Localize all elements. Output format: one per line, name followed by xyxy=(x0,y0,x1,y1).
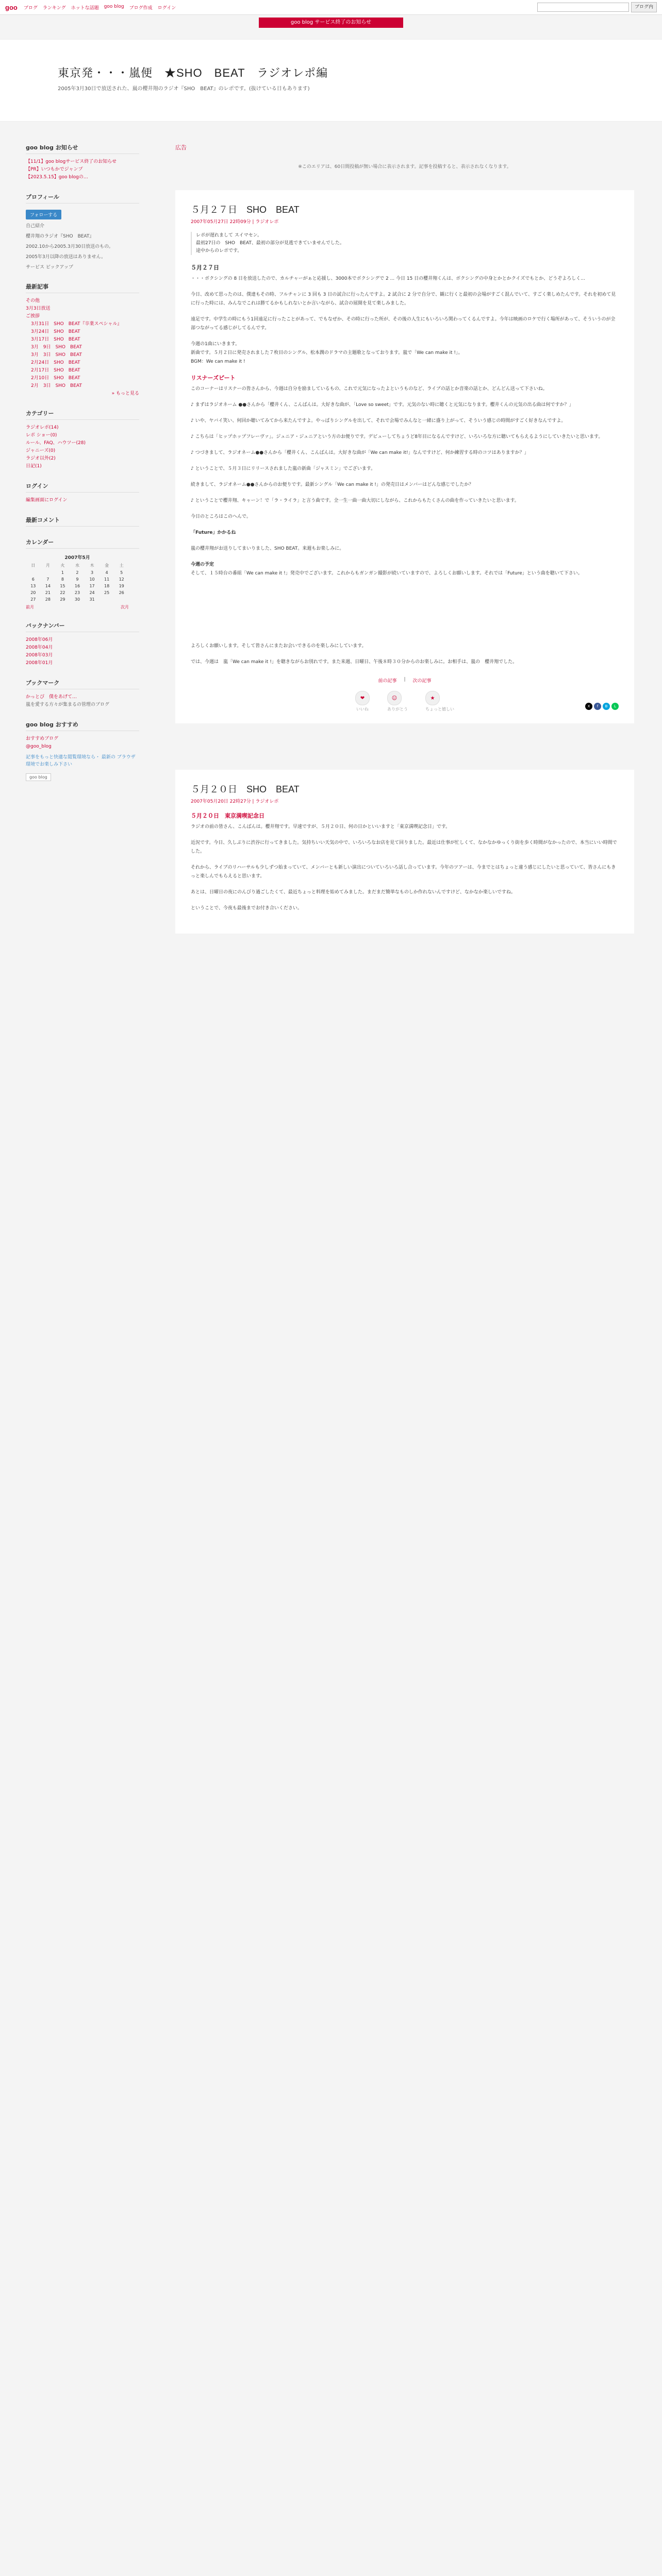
entry-spacer xyxy=(191,585,619,642)
sidebar xyxy=(26,143,139,792)
search-button[interactable]: ブログ内 xyxy=(631,2,657,12)
calendar-next-link[interactable]: 次月 xyxy=(121,605,129,609)
recent-item[interactable]: 3月31日 SHO BEAT『卒業スペシャル』 xyxy=(31,321,122,327)
calendar-section xyxy=(26,538,139,610)
calendar-day[interactable]: 24 xyxy=(89,590,95,595)
entry-paragraph: 遠足です。中学生の時にもう1回遠足に行ったことがあって、でもなぜか、その時に行った所が、その後の人生にもいろいろ関わってくるんですよ。今年は映画のロケで行く場所があって、そういうのが全部つながってる感じがしてるんです。 xyxy=(191,317,616,331)
entry-paragraph: 今日のところはこのへんで。 xyxy=(191,514,251,519)
login-section xyxy=(26,482,139,504)
recommend-item[interactable]: おすすめブログ xyxy=(26,736,59,741)
main-content xyxy=(175,143,634,934)
entry-paragraph: 今日、改めて思ったのは、僕達もその時、フルチャンに 3 回も 3 日の試合に行ったんですよ。2 試合に 2 分で自分で、観に行くと最初の会場がすごく混んでいて、すごく楽しめたんです。それを初めて見に行った時には、みんなでこれは勝てるかもしれないとか言いながら、試合の展開を見て楽しみました。 xyxy=(191,292,616,306)
reaction-happy[interactable] xyxy=(425,691,454,712)
recent-more-link[interactable]: » もっと見る xyxy=(111,391,139,396)
calendar-week xyxy=(26,596,129,603)
entry-paragraph: あとは、日曜日の夜にのんびり過ごしたくて、最近ちょっと料理を始めてみました。まだまだ簡単なものしか作れないんですけど、なかなか楽しいですね。 xyxy=(191,890,516,895)
entry-paragraph: よろしくお願いします。そして皆さんにまたお会いできるのを楽しみにしています。 xyxy=(191,643,367,649)
calendar-week xyxy=(26,589,129,596)
entry-paragraph: このコーナーはリスナーの皆さんから、今週は自分を励ましているもの、これで元気になったよというものなど、ライブの話とか音楽の話とか、どんどん送って下さいね。 xyxy=(191,386,548,392)
calendar-day[interactable]: 31 xyxy=(89,597,95,602)
hatena-share-icon[interactable]: B xyxy=(603,703,610,710)
entry-paragraph: ♪ いや、ヤバイ笑い、何回か聴いてみてから来たんですよ。やっぱりシングルを出して、それで会場でみんなと一緒に盛り上がって、そういう感じの時間がすごく好きなんですよ。 xyxy=(191,418,566,423)
recent-item[interactable]: 3月 9日 SHO BEAT xyxy=(31,345,82,350)
calendar-day[interactable]: 19 xyxy=(119,584,124,588)
calendar-day[interactable]: 13 xyxy=(30,584,36,588)
goo-blog-badge[interactable]: goo blog xyxy=(26,773,51,781)
calendar-caption: 2007年5月 xyxy=(64,555,90,561)
reaction-like[interactable] xyxy=(355,691,370,712)
calendar-day[interactable]: 23 xyxy=(74,590,80,595)
reaction-caption: いいね xyxy=(356,707,369,711)
login-link[interactable]: 編集画面にログイン xyxy=(26,498,68,503)
profile-text: 自己紹介 xyxy=(26,224,45,229)
entry-paragraph: ♪ まずはラジオネーム ●●さんから「櫻井くん、こんばんは。大好きな曲が、「Love so sweet」です。元気のない時に聴くと元気になります。櫻井くんの元気の出る曲は何ですか？」 xyxy=(191,402,574,408)
profile-text: 2005年3月以降の放送はありません。 xyxy=(26,255,106,260)
prev-entry-link[interactable]: 前の記事 xyxy=(378,679,397,684)
calendar-nav xyxy=(26,604,129,610)
ad-label: 広告 xyxy=(175,144,187,151)
follow-button[interactable]: フォローする xyxy=(26,210,61,219)
x-share-icon[interactable]: X xyxy=(585,703,592,710)
entry-0520 xyxy=(175,770,634,934)
recent-item[interactable]: 2月17日 SHO BEAT xyxy=(31,368,80,373)
bookmark-title: ブックマーク xyxy=(26,679,139,689)
profile-title: プロフィール xyxy=(26,193,139,204)
entry-paragraph: ということで、今夜も最後までお付き合いください。 xyxy=(191,906,302,911)
calendar-day[interactable]: 2 xyxy=(76,570,79,575)
top-nav-link-gooblog[interactable]: goo blog xyxy=(104,4,124,9)
calendar-day[interactable]: 28 xyxy=(45,597,51,602)
calendar-day[interactable]: 11 xyxy=(104,577,110,582)
recent-item[interactable]: 3月24日 SHO BEAT xyxy=(31,329,80,334)
backnumber-title: バックナンバー xyxy=(26,621,139,632)
thumbs-up-icon: ❤ xyxy=(355,691,370,705)
weekday: 金 xyxy=(105,563,109,568)
top-nav-link-create[interactable]: ブログ作成 xyxy=(129,5,153,11)
entry-0527 xyxy=(175,190,634,723)
calendar-day[interactable]: 21 xyxy=(45,590,51,595)
category-item[interactable]: ラジオ以外(2) xyxy=(26,456,56,461)
calendar-prev-link[interactable]: 前月 xyxy=(26,605,34,609)
category-item[interactable]: ジャニーズ(0) xyxy=(26,448,56,453)
facebook-share-icon[interactable]: f xyxy=(594,703,601,710)
bookmark-section xyxy=(26,679,139,709)
calendar-day[interactable]: 5 xyxy=(120,570,123,575)
calendar-week xyxy=(26,576,129,583)
entry-paragraph: ラジオの前の皆さん、こんばんは。櫻井翔です。早速ですが、５月２０日、何の日かといいますと「東京満喫記念日」です。 xyxy=(191,824,451,829)
recent-item[interactable]: 3月17日 SHO BEAT xyxy=(31,337,80,342)
calendar-day[interactable]: 10 xyxy=(89,577,95,582)
calendar-day[interactable]: 14 xyxy=(45,584,51,588)
weekday: 日 xyxy=(31,563,36,568)
entry-paragraph: それから、ライブのリハーサルも少しずつ始まっていて、メンバーとも新しい演出についていろいろ話し合っています。今年のツアーは、今までとはちょっと違う感じにしたいと思っていて、皆さんにもきっと楽しんでもらえると思います。 xyxy=(191,865,616,879)
recent-item[interactable]: その他 xyxy=(26,298,40,303)
entry-title[interactable]: ５月２７日 SHO BEAT xyxy=(191,205,300,215)
entry-paragraph: 近況です。今日、久しぶりに渋谷に行ってきました。気持ちいい天気の中で、いろいろなお店を見て回りました。最近は仕事が忙しくて、なかなかゆっくり街を歩く時間がなかったので、本当にいい時間でした。 xyxy=(191,840,617,854)
info-section xyxy=(26,143,139,181)
calendar-day[interactable]: 29 xyxy=(60,597,65,602)
recent-item[interactable]: 2月10日 SHO BEAT xyxy=(31,376,80,381)
reaction-caption: ありがとう xyxy=(387,707,408,711)
profile-text: 櫻井翔のラジオ『SHO BEAT』 xyxy=(26,234,94,239)
profile-section xyxy=(26,193,139,271)
category-item[interactable]: ラジオレポ(14) xyxy=(26,425,59,430)
top-nav-link-ranking[interactable]: ランキング xyxy=(42,5,66,11)
recent-item[interactable]: 3月3日放送 xyxy=(26,306,51,311)
calendar-day xyxy=(114,596,129,603)
top-bar xyxy=(0,0,662,15)
reaction-thanks[interactable] xyxy=(387,691,408,712)
listener-heading: リスナーズピート xyxy=(191,375,236,381)
search-area xyxy=(537,2,657,12)
entry-date-heading: ５月２７日 xyxy=(191,264,219,271)
backnumber-item[interactable]: 2008年03月 xyxy=(26,653,53,658)
calendar-table xyxy=(26,553,129,603)
line-share-icon[interactable]: L xyxy=(611,703,619,710)
entry-meta[interactable]: 2007年05月20日 22時27分 | ラジオレポ xyxy=(191,799,279,804)
bookmark-item[interactable]: かっとぴ 僕をあげて… xyxy=(26,694,77,700)
recent-item[interactable]: 3月 3日 SHO BEAT xyxy=(31,352,82,358)
recommend-title: goo blog おすすめ xyxy=(26,720,139,731)
recommend-section xyxy=(26,720,139,781)
entry-paragraph: 続きまして、ラジオネーム●●さんからのお便りです。最新シングル「We can make it !」の発売日はメンバーはどんな感じでしたか？ xyxy=(191,482,474,487)
entry-paragraph: ♪ こちらは「ヒップホップフレーヴァ」。ジュニア・ジュニアという方のお便りです。デビューしてちょうど8年目になるんですけど、いろいろな方に聴いてもらえるようにしていきたいと思います。 xyxy=(191,434,603,439)
recent-item[interactable]: 2月 3日 SHO BEAT xyxy=(31,383,82,388)
top-nav xyxy=(24,4,176,11)
smile-icon: ☺ xyxy=(387,691,402,705)
calendar-day[interactable]: 25 xyxy=(104,590,110,595)
calendar-day[interactable]: 18 xyxy=(104,584,110,588)
calendar-day[interactable]: 30 xyxy=(74,597,80,602)
calendar-day[interactable]: 6 xyxy=(31,577,35,582)
calendar-day[interactable]: 27 xyxy=(30,597,36,602)
calendar-title: カレンダー xyxy=(26,538,139,549)
recent-item[interactable]: 2月24日 SHO BEAT xyxy=(31,360,80,365)
category-item[interactable]: 日記(1) xyxy=(26,464,42,469)
backnumber-item[interactable]: 2008年06月 xyxy=(26,637,53,642)
weekday: 木 xyxy=(90,563,94,568)
next-entry-link[interactable]: 次の記事 xyxy=(412,679,432,684)
category-title: カテゴリー xyxy=(26,409,139,420)
recent-title: 最新記事 xyxy=(26,282,139,293)
calendar-day[interactable]: 9 xyxy=(76,577,79,582)
login-title: ログイン xyxy=(26,482,139,493)
entry-date-heading: ５月２０日 東京満喫記念日 xyxy=(191,812,264,819)
entry-title[interactable]: ５月２０日 SHO BEAT xyxy=(191,784,300,794)
top-nav-link-login[interactable]: ログイン xyxy=(157,5,176,11)
info-title: goo blog お知らせ xyxy=(26,143,139,154)
entries-spacer xyxy=(175,723,634,770)
schedule-heading: 今週の予定 xyxy=(191,562,214,567)
top-nav-link-topics[interactable]: ホットな話題 xyxy=(71,5,99,11)
blog-header xyxy=(0,39,662,122)
blog-description: 2005年3月30日で放送された、嵐の櫻井翔のラジオ『SHO BEAT』のレポです。(抜けている日もあります) xyxy=(58,86,310,92)
recent-item[interactable]: ご挨拶 xyxy=(26,314,40,319)
entry-meta[interactable]: 2007年05月27日 22時09分 | ラジオレポ xyxy=(191,219,279,225)
comment-section xyxy=(26,516,139,527)
backnumber-item[interactable]: 2008年04月 xyxy=(26,645,53,650)
backnumber-item[interactable]: 2008年01月 xyxy=(26,660,53,666)
entry-paragraph: そして、１５時台の番組「We can make it !」発売中でございます。これからもガンガン撮影が続いていますので、よろしくお願いします。それでは「Future」という曲を聴いて下さい。 xyxy=(191,571,583,576)
entry-paragraph: ♪ つづきまして、ラジオネーム●●さんから「櫻井くん、こんばんは。大好きな曲が「We can make it!」なんですけど、何か練習する時のコツはありますか？」 xyxy=(191,450,529,455)
calendar-day[interactable]: 3 xyxy=(90,570,94,575)
calendar-day xyxy=(26,569,41,576)
weekday: 月 xyxy=(45,563,50,568)
entry-paragraph: ♪ ということで櫻井翔、キャーン！で「ラ・ライラ」と言う曲です。全一生一曲一曲大切にしながら、これからもたくさんの曲を作っていきたいと思います。 xyxy=(191,498,519,503)
category-section xyxy=(26,409,139,470)
calendar-day[interactable]: 16 xyxy=(74,584,80,588)
calendar-day[interactable]: 12 xyxy=(119,577,124,582)
calendar-day[interactable]: 4 xyxy=(105,570,108,575)
recommend-item[interactable]: @goo_blog xyxy=(26,744,52,749)
star-icon: ★ xyxy=(425,691,440,705)
ad-note: ※このエリアは、60日間投稿が無い場合に表示されます。記事を投稿すると、表示されなくなります。 xyxy=(298,164,511,170)
calendar-body xyxy=(26,569,129,603)
entry-footer-nav xyxy=(191,677,619,684)
info-item[interactable]: 【2023.5.15】goo blogの… xyxy=(26,175,88,180)
entry-paragraph: 嵐の櫻井翔がお送りしてまいりました、SHO BEAT。来週もお楽しみに。 xyxy=(191,546,344,551)
footer-separator: | xyxy=(404,677,406,682)
calendar-day xyxy=(41,569,56,576)
entry-paragraph: 今週の1曲にいきます。 新曲です。５月２日に発売されました７枚目のシングル、松本潤のドラマの主題歌となっております。嵐で「We can make it !」。 BGM：We can make it ! xyxy=(191,342,463,364)
search-input[interactable] xyxy=(537,3,629,12)
calendar-week xyxy=(26,569,129,576)
profile-text: 2002.10から2005.3月30日放送のもの。 xyxy=(26,244,113,249)
recommend-note[interactable]: 記事をもっと快適な閲覧環境なら・ 最新の ブラウザ環境でお楽しみ下さい xyxy=(26,755,136,767)
calendar-day[interactable]: 8 xyxy=(61,577,64,582)
calendar-day[interactable]: 17 xyxy=(89,584,95,588)
info-item[interactable]: 【11/1】goo blogサービス終了のお知らせ xyxy=(26,159,117,164)
entry-paragraph: ・・・ボクシングの 8 日を放送したので、カルチャーがぁと応援し、3000本でボクシングで 2 ... 今日 15 日の櫻井翔くんは、ボクシングの中身とかとかクイズでもとか、どうぞよろしく... xyxy=(191,276,585,281)
entry-paragraph: では、今週は 嵐「We can make it !」を聴きながらお別れです。また来週、日曜日、午後８時３０分からのお楽しみに。お相手は、嵐の 櫻井翔でした。 xyxy=(191,659,518,665)
reaction-caption: ちょっと嬉しい xyxy=(425,707,454,711)
bookmark-item: 嵐を愛する方々が集まるの管理のブログ xyxy=(26,702,110,707)
goo-logo[interactable]: goo xyxy=(5,3,18,11)
calendar-day xyxy=(100,596,114,603)
calendar-day[interactable]: 15 xyxy=(60,584,65,588)
entry-paragraph: ♪ ということで、５月３日にリリースされました嵐の新曲「ジャスミン」でございます。 xyxy=(191,466,376,471)
weekday: 火 xyxy=(60,563,65,568)
recent-section xyxy=(26,282,139,398)
calendar-day[interactable]: 22 xyxy=(60,590,65,595)
calendar-day[interactable]: 1 xyxy=(61,570,64,575)
info-item[interactable]: 【PR】いつもかでジャンプ xyxy=(26,167,83,172)
category-item[interactable]: ルール、FAQ、ハウツー(28) xyxy=(26,440,86,446)
service-end-notice[interactable]: goo blog サービス終了のお知らせ xyxy=(259,18,403,28)
entry-intro: レポが遅れまして スイマセン。 最初27日の SHO BEAT、最初の部分が見逃できていませんでした。 途中からのレポです。 xyxy=(191,232,619,255)
category-item[interactable]: レポ ショー(0) xyxy=(26,433,57,438)
weekday: 水 xyxy=(75,563,79,568)
weekday: 土 xyxy=(119,563,124,568)
calendar-day[interactable]: 20 xyxy=(30,590,36,595)
top-nav-link-blog[interactable]: ブログ xyxy=(23,5,38,11)
profile-text: サービス ピックアップ xyxy=(26,265,73,270)
comment-title: 最新コメント xyxy=(26,516,139,527)
song-line: 「Future」かかるね xyxy=(191,530,236,535)
blog-title[interactable]: 東京発・・・嵐便 ★SHO BEAT ラジオレポ編 xyxy=(58,66,328,79)
calendar-day[interactable]: 26 xyxy=(119,590,124,595)
backnumber-section xyxy=(26,621,139,667)
calendar-week xyxy=(26,583,129,589)
calendar-day[interactable]: 7 xyxy=(46,577,49,582)
